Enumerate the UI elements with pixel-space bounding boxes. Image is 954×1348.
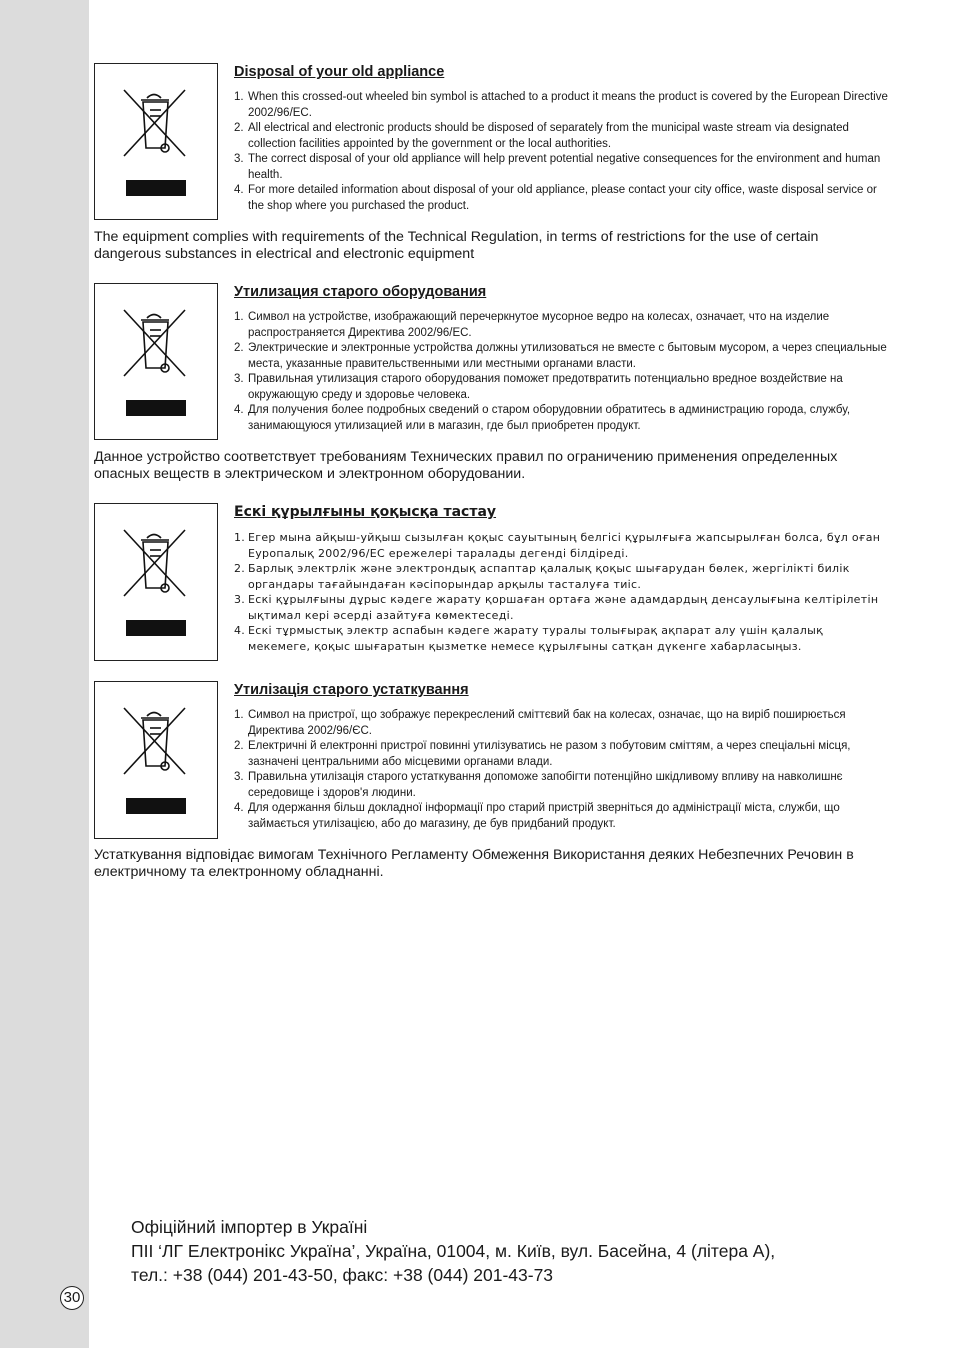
list-item: 3. Правильная утилизация старого оборудования поможет предотвратить потенциально вредное воздействие на окружающую среду и здоровье человека. bbox=[234, 373, 843, 401]
section-title: Утилизация старого оборудования bbox=[234, 284, 487, 300]
crossed-out-wheeled-bin-icon bbox=[121, 704, 191, 780]
list-item: 4. For more detailed information about disposal of your old appliance, please contact your city office, waste disposal service or the shop where you purchased the product. bbox=[234, 184, 877, 212]
section-content bbox=[234, 681, 889, 832]
weee-symbol-box bbox=[94, 63, 218, 220]
crossed-out-wheeled-bin-icon bbox=[121, 526, 191, 602]
weee-symbol-box bbox=[94, 283, 218, 440]
weee-symbol-box bbox=[94, 681, 218, 839]
section-content bbox=[234, 503, 889, 654]
list-item: 2. Барлық электрлік және электрондық аспаптар қалалық қоқыс шығарудан бөлек, жергілікті билік органдары тағайындаған кәсіпорындар арқылы тасталуға тиіс. bbox=[234, 562, 850, 591]
list-item: 3. Правильна утилізація старого устаткування допоможе запобігти потенційно шкідливому впливу на навколишнє середовище і здоров'я людини. bbox=[234, 771, 843, 799]
crossed-out-wheeled-bin-icon bbox=[121, 306, 191, 382]
section-title: Disposal of your old appliance bbox=[234, 64, 445, 80]
section-title: Ескі құрылғыны қоқысқа тастау bbox=[234, 504, 497, 520]
importer-info bbox=[131, 1215, 931, 1287]
list-item: 2. All electrical and electronic products should be disposed of separately from the municipal waste stream via designated collection facilities appointed by the government or the local authorities. bbox=[234, 122, 849, 150]
symbol-bar bbox=[126, 400, 186, 416]
compliance-note-english: The equipment complies with requirements of the Technical Regulation, in terms of restrictions for the use of certain dangerous substances in electrical and electronic equipment bbox=[94, 229, 819, 262]
list-item: 1. Символ на пристрої, що зображує перекреслений сміттєвий бак на колесах, означає, що на виріб поширюється Директива 2002/96/ЄС. bbox=[234, 709, 846, 737]
list-item: 2. Электрические и электронные устройства должны утилизоваться не вместе с бытовым мусором, а через специальные места, указанные правительственными или местными органами власти. bbox=[234, 342, 887, 370]
section-content bbox=[234, 283, 889, 434]
item-list bbox=[234, 708, 889, 832]
list-item: 2. Електричні й електронні пристрої повинні утилізуватись не разом з побутовим сміттям, а через спеціальні місця, зазначені центральними або місцевими органами влади. bbox=[234, 740, 851, 768]
importer-phone: тел.: +38 (044) 201-43-50, факс: +38 (044) 201-43-73 bbox=[131, 1265, 554, 1285]
list-item: 1. When this crossed-out wheeled bin symbol is attached to a product it means the product is covered by the European Directive 2002/96/EC. bbox=[234, 91, 888, 119]
item-list bbox=[234, 310, 889, 434]
list-item: 4. Для получения более подробных сведений о старом оборудовнии обратитесь в администрацию города, службу, занимающуюся утилизацией или в магазин, где был приобретен продукт. bbox=[234, 404, 851, 432]
list-item: 4. Для одержання більш докладної інформації про старий пристрій зверніться до адміністрації міста, служби, що займається утилізацією, або до магазину, де був придбаний продукт. bbox=[234, 802, 840, 830]
item-list bbox=[234, 530, 889, 654]
compliance-note-ukrainian: Устаткування відповідає вимогам Технічного Регламенту Обмеження Використання деяких Небезпечних Речовин в електричному та електронному обладнанні. bbox=[94, 847, 854, 880]
importer-address: ПІІ ‘ЛГ Електронікс Україна’, Україна, 01004, м. Київ, вул. Басейна, 4 (літера А), bbox=[131, 1241, 776, 1261]
section-title: Утилізація старого устаткування bbox=[234, 682, 469, 698]
list-item: 4. Ескі тұрмыстық электр аспабын кәдеге жарату туралы толығырақ ақпарат алу үшін қалалық мекемеге, қоқыс шығаратын қызметке немесе құрылғыны сатқан дүкенге хабарласыңыз. bbox=[234, 624, 824, 653]
list-item: 1. Егер мына айқыш-уйқыш сызылған қоқыс сауытының белгісі құрылғыға жапсырылған болса, бұл оған Еуропалық 2002/96/EC ережелері таралады дегенді білдіреді. bbox=[234, 531, 881, 560]
item-list bbox=[234, 90, 889, 214]
importer-title: Офіційний імпортер в Україні bbox=[131, 1217, 368, 1237]
weee-symbol-box bbox=[94, 503, 218, 661]
page-number: 30 bbox=[60, 1286, 84, 1310]
section-content bbox=[234, 63, 889, 214]
list-item: 3. The correct disposal of your old appliance will help prevent potential negative consequences for the environment and human health. bbox=[234, 153, 881, 181]
crossed-out-wheeled-bin-icon bbox=[121, 86, 191, 162]
list-item: 1. Символ на устройстве, изображающий перечеркнутое мусорное ведро на колесах, означает, что на изделие распространяется Директива 2002/96/ЕС. bbox=[234, 311, 830, 339]
symbol-bar bbox=[126, 620, 186, 636]
symbol-bar bbox=[126, 180, 186, 196]
list-item: 3. Ескі құрылғыны дұрыс кәдеге жарату қоршаған ортаға және адамдардың денсаулығына келтірілетін ықтимал кері әсерді азайтуға көмектеседі. bbox=[234, 593, 879, 622]
symbol-bar bbox=[126, 798, 186, 814]
side-band bbox=[0, 0, 89, 1348]
compliance-note-russian: Данное устройство соответствует требованиям Технических правил по ограничению применения определенных опасных веществ в электрическом и электронном оборудовании. bbox=[94, 449, 838, 482]
